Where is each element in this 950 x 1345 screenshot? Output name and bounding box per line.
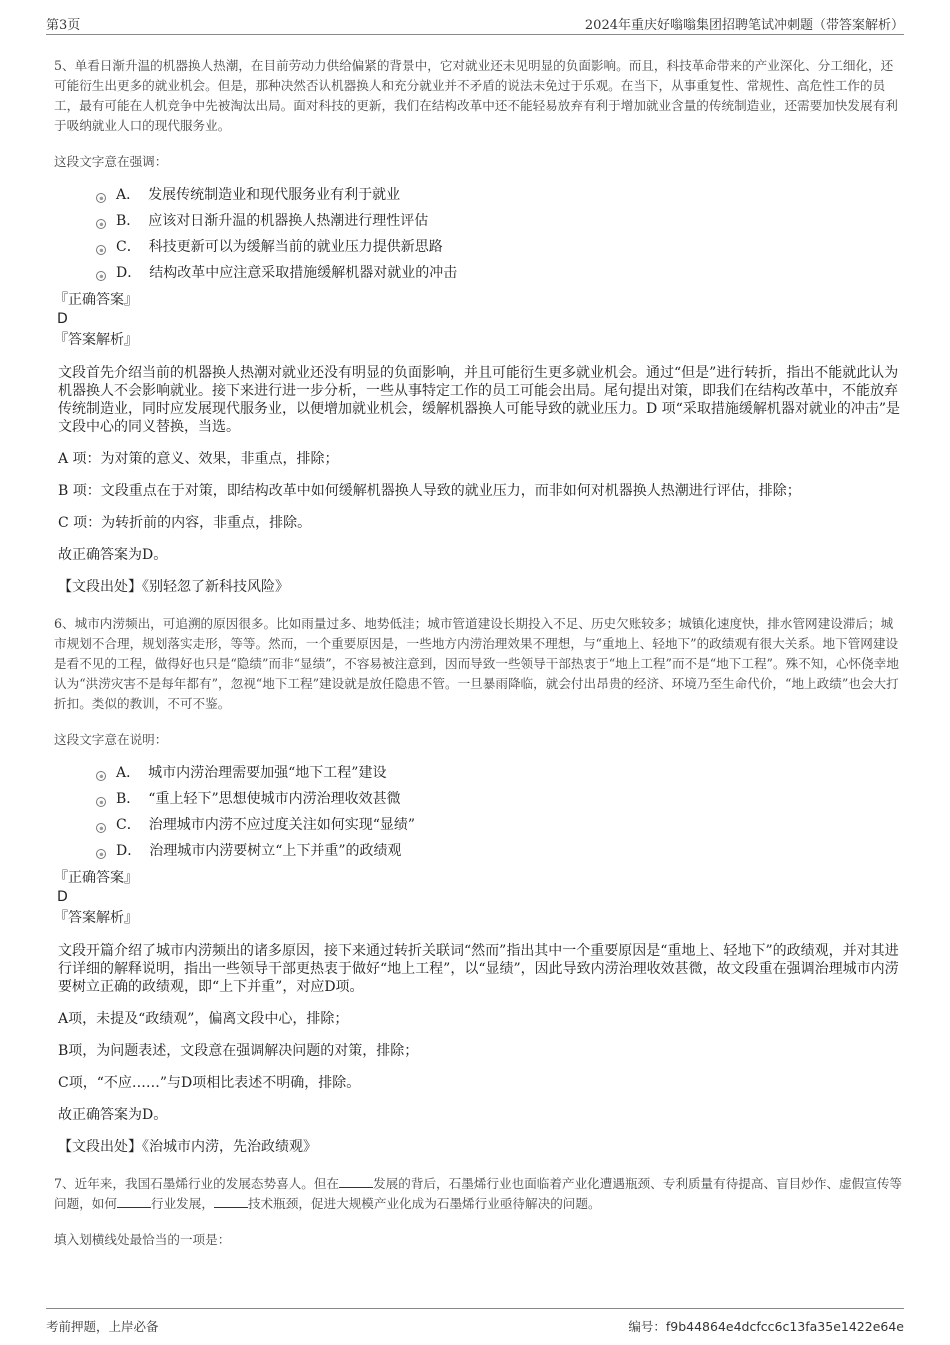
option-text: 应该对日渐升温的机器换人热潮进行理性评估 [148, 213, 429, 229]
option-letter: D． [116, 843, 142, 859]
analysis-text: 文段开篇介绍了城市内涝频出的诸多原因，接下来通过转折关联词“然而”指出其中一个重要原因是“重地上、轻地下”的政绩观，并对其进行详细的解释说明，指出一些领导干部更热衷于做好“地上工程”，以“显绩”，因此导致内涝治理收效甚微，故文段重在强调治理城市内涝要树立正确的政绩观，即“上下并重”，对应D项。 [58, 943, 899, 995]
question-stem [54, 1174, 904, 1214]
option-text: “重上轻下”思想使城市内涝治理收效甚微 [148, 791, 401, 807]
option-letter: B． [116, 213, 141, 229]
fill-blank [214, 1195, 248, 1208]
option-c[interactable] [96, 234, 904, 260]
analysis-label: 『答案解析』 [54, 332, 138, 348]
option-letter: B． [116, 791, 141, 807]
analysis-paragraph: C 项：为转折前的内容，非重点，排除。 [58, 515, 312, 531]
option-a[interactable] [96, 760, 904, 786]
question-stem: 6、城市内涝频出，可追溯的原因很多。比如雨量过多、地势低洼；城市管道建设长期投入不足、历史欠账较多；城镇化速度快，排水管网建设滞后；城市规划不合理，规划落实走形，等等。然而，一个重要原因是，一些地方内涝治理效果不理想，与“重地上、轻地下”的政绩观有很大关系。地下管网建设是看不见的工程，做得好也只是“隐绩”而非“显绩”，不容易被注意到，因而导致一些领导干部热衷于“地上工程”而不是“地下工程”。殊不知，心怀侥幸地认为“洪涝灾害不是每年都有”，忽视“地下工程”建设就是放任隐患不管。一旦暴雨降临，就会付出昂贵的经济、环境乃至生命代价，“地上政绩”也会大打折扣。类似的教训，不可不鉴。 [54, 616, 899, 711]
option-d[interactable] [96, 838, 904, 864]
page-footer [46, 1308, 904, 1339]
document-body [54, 56, 904, 1260]
analysis-paragraph: B 项：文段重点在于对策，即结构改革中如何缓解机器换人导致的就业压力，而非如何对机器换人热潮进行评估，排除； [58, 483, 801, 499]
radio-icon[interactable] [96, 771, 106, 781]
stem-part: 发展的背后，石墨烯行业也面临着产业化遭遇瓶颈、专利质量有待提高、盲目炒作、虚假宣传等问题，如何 [54, 1176, 903, 1211]
analysis-paragraph: A项，未提及“政绩观”，偏离文段中心，排除； [58, 1011, 349, 1027]
answer-value: D [57, 889, 68, 905]
document-code [628, 1317, 904, 1335]
question-prompt: 这段文字意在强调： [54, 154, 168, 169]
radio-icon[interactable] [96, 271, 106, 281]
stem-part: 7、近年来，我国石墨烯行业的发展态势喜人。但在 [54, 1176, 340, 1191]
radio-icon[interactable] [96, 849, 106, 859]
radio-icon[interactable] [96, 193, 106, 203]
analysis-text: 文段首先介绍当前的机器换人热潮对就业还没有明显的负面影响，并且可能衍生更多就业机会。通过“但是”进行转折，指出不能就此认为机器换人不会影响就业。接下来进行进一步分析，一些从事特定工作的员工可能会出局。尾句提出对策，即我们在结构改革中，不能放弃传统制造业，同时应发展现代服务业，以便增加就业机会，缓解机器换人可能导致的就业压力。D 项“采取措施缓解机器对就业的冲击”是文段中心的同义替换，当选。 [58, 365, 900, 435]
stem-part: 行业发展， [150, 1196, 214, 1211]
option-letter: C． [116, 239, 141, 255]
analysis-paragraph: C项，“不应……”与D项相比表述不明确，排除。 [58, 1075, 361, 1091]
radio-icon[interactable] [96, 219, 106, 229]
option-letter: A． [116, 187, 141, 203]
option-b[interactable] [96, 208, 904, 234]
analysis-label: 『答案解析』 [54, 910, 138, 926]
radio-icon[interactable] [96, 797, 106, 807]
option-text: 科技更新可以为缓解当前的就业压力提供新思路 [148, 239, 443, 255]
question-7 [54, 1174, 904, 1250]
fill-blank [339, 1175, 373, 1188]
option-letter: A． [116, 765, 141, 781]
question-5 [54, 56, 904, 596]
radio-icon[interactable] [96, 245, 106, 255]
option-text: 治理城市内涝不应过度关注如何实现“显绩” [148, 817, 416, 833]
source-citation: 【文段出处】《治城市内涝，先治政绩观》 [58, 1139, 317, 1155]
analysis-paragraph: B项，为问题表述，文段意在强调解决问题的对策，排除； [58, 1043, 419, 1059]
option-text: 结构改革中应注意采取措施缓解机器对就业的冲击 [149, 265, 458, 281]
question-prompt: 这段文字意在说明： [54, 732, 168, 747]
stem-part: 技术瓶颈，促进大规模产业化成为石墨烯行业亟待解决的问题。 [247, 1196, 601, 1211]
option-list [96, 760, 904, 864]
option-list [96, 182, 904, 286]
code-value: f9b44864e4dcfcc6c13fa35e1422e64e [665, 1319, 904, 1334]
option-text: 发展传统制造业和现代服务业有利于就业 [148, 187, 401, 203]
source-citation: 【文段出处】《别轻忽了新科技风险》 [58, 579, 289, 595]
code-label: 编号： [628, 1319, 666, 1334]
document-title: 2024年重庆好嗡嗡集团招聘笔试冲刺题（带答案解析） [584, 18, 904, 33]
question-stem: 5、单看日渐升温的机器换人热潮，在目前劳动力供给偏紧的背景中，它对就业还未见明显的负面影响。而且，科技革命带来的产业深化、分工细化，还可能衍生出更多的就业机会。但是，那种决然否认机器换人和充分就业并不矛盾的说法未免过于乐观。在当下，从事重复性、常规性、高危性工作的员工，最有可能在人机竞争中先被淘汰出局。面对科技的更新，我们在结构改革中还不能轻易放弃有利于增加就业含量的传统制造业，还需要加快发展有利于吸纳就业人口的现代服务业。 [54, 58, 898, 133]
radio-icon[interactable] [96, 823, 106, 833]
answer-value: D [57, 311, 68, 327]
analysis-paragraph: 故正确答案为D。 [58, 1107, 168, 1123]
analysis-paragraph: 故正确答案为D。 [58, 547, 168, 563]
answer-label: 『正确答案』 [54, 870, 138, 886]
option-c[interactable] [96, 812, 904, 838]
fill-blank [117, 1195, 151, 1208]
option-text: 城市内涝治理需要加强“地下工程”建设 [148, 765, 387, 781]
option-letter: C． [116, 817, 141, 833]
option-b[interactable] [96, 786, 904, 812]
question-prompt: 填入划横线处最恰当的一项是： [54, 1232, 231, 1247]
option-a[interactable] [96, 182, 904, 208]
analysis-paragraph: A 项：为对策的意义、效果，非重点，排除； [58, 451, 339, 467]
answer-label: 『正确答案』 [54, 292, 138, 308]
footer-slogan: 考前押题，上岸必备 [46, 1319, 159, 1334]
page-header [46, 12, 904, 35]
question-6 [54, 614, 904, 1156]
option-letter: D． [116, 265, 142, 281]
option-d[interactable] [96, 260, 904, 286]
page-number: 第3页 [46, 18, 81, 33]
option-text: 治理城市内涝要树立“上下并重”的政绩观 [149, 843, 402, 859]
